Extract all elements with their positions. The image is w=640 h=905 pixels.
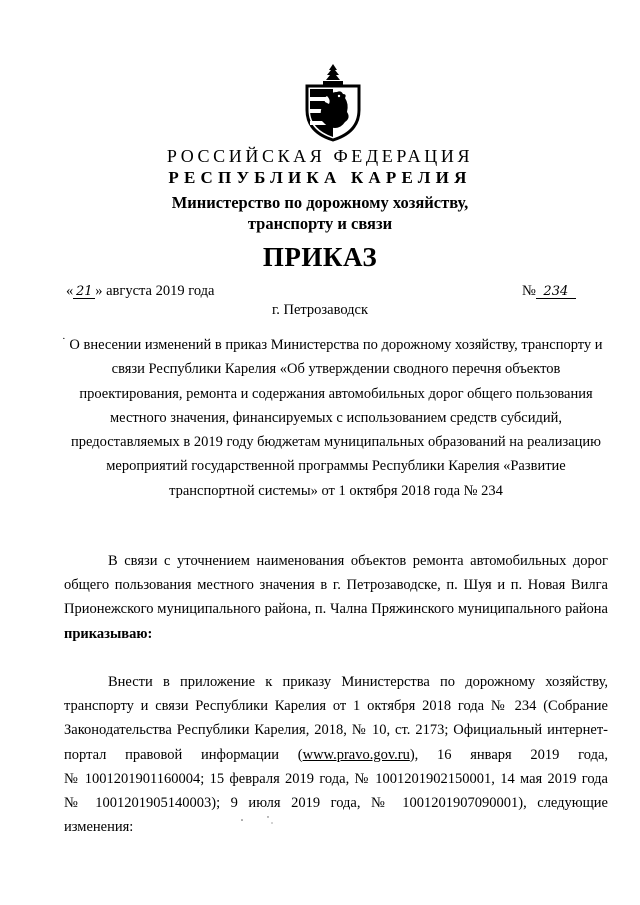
federation-heading: РОССИЙСКАЯ ФЕДЕРАЦИЯ — [166, 146, 474, 166]
amendment-paragraph — [64, 670, 608, 839]
amendment-line: Внести в приложение к приказу Министерства по дорожному хозяйству, — [108, 674, 608, 690]
amendment-line: Законодательства Республики Карелия, 2018, № 10, ст. 2173; Официальный интернет- — [64, 722, 608, 739]
amendment-line: транспорту и связи Республики Карелия от 1 октября 2018 года № 234 (Собрание — [64, 698, 608, 715]
preamble-line: В связи с уточнением наименования объектов ремонта автомобильных дорог — [108, 553, 608, 569]
order-directive: приказываю: — [64, 625, 153, 642]
order-number-handwritten: 234 — [536, 285, 576, 299]
subject-line: связи Республики Карелия «Об утверждении сводного перечня объектов — [111, 361, 561, 378]
order-number — [522, 283, 576, 300]
city-line: г. Петрозаводск — [271, 302, 369, 318]
amendment-line: изменения: — [64, 819, 134, 836]
amendment-line — [64, 743, 608, 767]
amendment-line: № 1001201905140003); 9 июля 2019 года, № 1001201907090001), следующие — [64, 795, 608, 812]
pravo-gov-link[interactable]: www.pravo.gov.ru — [302, 746, 410, 763]
amendment-line-part: портал правовой информации ( — [64, 746, 303, 763]
date-rest: » августа 2019 года — [95, 283, 215, 299]
order-subject — [64, 333, 608, 503]
republic-heading: РЕСПУБЛИКА КАРЕЛИЯ — [168, 168, 472, 187]
ministry-line-2: транспорту и связи — [247, 214, 393, 233]
date-day-handwritten: 21 — [73, 285, 95, 299]
number-prefix: № — [522, 283, 536, 299]
subject-line: предоставляемых в 2019 году бюджетам муниципальных образований на реализацию — [70, 434, 602, 451]
margin-mark: · — [62, 333, 66, 345]
preamble-line: общего пользования местного значения в г. Петрозаводске, п. Шуя и п. Новая Вилга — [64, 577, 608, 594]
amendment-line-part: ), 16 января 2019 года, — [409, 746, 609, 763]
subject-line: транспортной системы» от 1 октября 2018 года № 234 — [169, 482, 503, 499]
subject-line: О внесении изменений в приказ Министерства по дорожному хозяйству, транспорту и — [69, 337, 603, 353]
scan-specks — [238, 814, 278, 828]
order-date — [66, 283, 214, 300]
date-open-quote: « — [66, 283, 74, 299]
ministry-heading — [0, 192, 640, 234]
order-title: ПРИКАЗ — [262, 242, 378, 272]
amendment-line: № 1001201901160004; 15 февраля 2019 года, № 1001201902150001, 14 мая 2019 года — [64, 770, 608, 787]
subject-line: мероприятий государственной программы Республики Карелия «Развитие — [106, 458, 566, 475]
ministry-line-1: Министерство по дорожному хозяйству, — [171, 193, 469, 212]
preamble-paragraph — [64, 549, 608, 646]
subject-line: местного значения, финансируемых с использованием средств субсидий, — [110, 409, 562, 426]
preamble-line: Прионежского муниципального района, п. Чална Пряжинского муниципального района — [64, 601, 608, 618]
subject-line: проектирования, ремонта и содержания автомобильных дорог общего пользования — [79, 385, 593, 402]
coat-of-arms-emblem — [301, 62, 365, 142]
